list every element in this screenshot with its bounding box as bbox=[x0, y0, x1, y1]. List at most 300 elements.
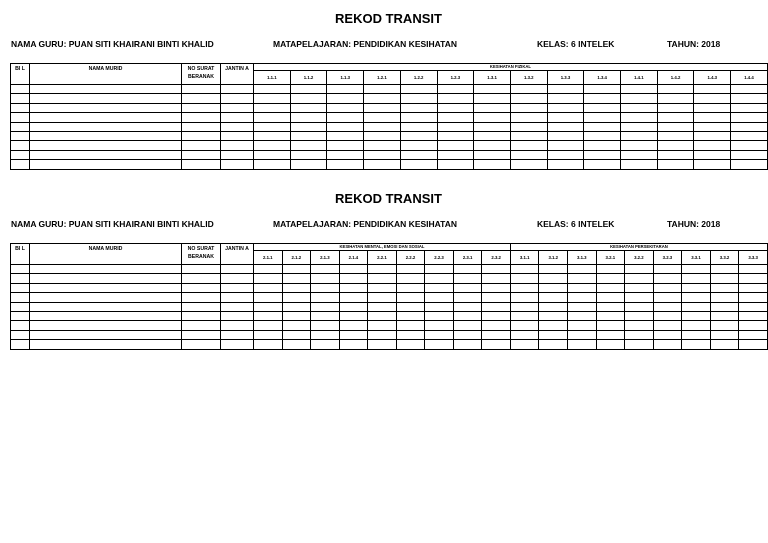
table-cell[interactable] bbox=[182, 141, 221, 150]
table-cell[interactable] bbox=[510, 283, 539, 292]
table-cell[interactable] bbox=[311, 311, 340, 320]
table-cell[interactable] bbox=[327, 160, 364, 169]
table-cell[interactable] bbox=[182, 94, 221, 103]
table-cell[interactable] bbox=[11, 293, 30, 302]
table-cell[interactable] bbox=[510, 265, 539, 274]
table-cell[interactable] bbox=[30, 94, 182, 103]
table-cell[interactable] bbox=[657, 141, 694, 150]
table-cell[interactable] bbox=[682, 330, 711, 339]
table-cell[interactable] bbox=[290, 122, 327, 131]
table-cell[interactable] bbox=[739, 274, 768, 283]
table-cell[interactable] bbox=[30, 311, 182, 320]
table-cell[interactable] bbox=[653, 302, 682, 311]
table-cell[interactable] bbox=[182, 122, 221, 131]
table-cell[interactable] bbox=[327, 141, 364, 150]
table-cell[interactable] bbox=[221, 302, 254, 311]
table-cell[interactable] bbox=[30, 265, 182, 274]
table-cell[interactable] bbox=[621, 85, 658, 94]
table-cell[interactable] bbox=[30, 122, 182, 131]
table-cell[interactable] bbox=[584, 131, 621, 140]
table-cell[interactable] bbox=[339, 302, 368, 311]
table-cell[interactable] bbox=[710, 340, 739, 349]
table-cell[interactable] bbox=[396, 330, 425, 339]
table-cell[interactable] bbox=[254, 311, 283, 320]
table-cell[interactable] bbox=[625, 293, 654, 302]
table-cell[interactable] bbox=[510, 293, 539, 302]
table-cell[interactable] bbox=[290, 113, 327, 122]
table-cell[interactable] bbox=[710, 302, 739, 311]
table-cell[interactable] bbox=[11, 85, 30, 94]
table-cell[interactable] bbox=[290, 85, 327, 94]
table-cell[interactable] bbox=[739, 265, 768, 274]
table-cell[interactable] bbox=[625, 265, 654, 274]
table-cell[interactable] bbox=[364, 103, 401, 112]
table-cell[interactable] bbox=[396, 293, 425, 302]
table-cell[interactable] bbox=[221, 265, 254, 274]
table-cell[interactable] bbox=[453, 311, 482, 320]
table-cell[interactable] bbox=[368, 321, 397, 330]
table-cell[interactable] bbox=[425, 340, 454, 349]
table-cell[interactable] bbox=[221, 330, 254, 339]
table-cell[interactable] bbox=[182, 160, 221, 169]
table-cell[interactable] bbox=[254, 321, 283, 330]
table-cell[interactable] bbox=[510, 150, 547, 159]
table-cell[interactable] bbox=[621, 150, 658, 159]
table-cell[interactable] bbox=[425, 321, 454, 330]
table-cell[interactable] bbox=[621, 94, 658, 103]
table-cell[interactable] bbox=[482, 330, 511, 339]
table-cell[interactable] bbox=[584, 122, 621, 131]
table-cell[interactable] bbox=[11, 274, 30, 283]
table-cell[interactable] bbox=[311, 293, 340, 302]
table-cell[interactable] bbox=[453, 321, 482, 330]
table-cell[interactable] bbox=[657, 94, 694, 103]
table-cell[interactable] bbox=[396, 321, 425, 330]
table-cell[interactable] bbox=[396, 274, 425, 283]
table-cell[interactable] bbox=[182, 131, 221, 140]
table-cell[interactable] bbox=[254, 293, 283, 302]
table-cell[interactable] bbox=[682, 302, 711, 311]
table-cell[interactable] bbox=[731, 141, 768, 150]
table-cell[interactable] bbox=[625, 283, 654, 292]
table-cell[interactable] bbox=[254, 283, 283, 292]
table-cell[interactable] bbox=[547, 122, 584, 131]
table-cell[interactable] bbox=[584, 141, 621, 150]
table-cell[interactable] bbox=[739, 321, 768, 330]
table-cell[interactable] bbox=[221, 131, 254, 140]
table-cell[interactable] bbox=[282, 311, 311, 320]
table-cell[interactable] bbox=[437, 131, 474, 140]
table-cell[interactable] bbox=[621, 113, 658, 122]
table-cell[interactable] bbox=[221, 85, 254, 94]
table-cell[interactable] bbox=[731, 113, 768, 122]
table-cell[interactable] bbox=[364, 141, 401, 150]
table-cell[interactable] bbox=[694, 103, 731, 112]
table-cell[interactable] bbox=[368, 274, 397, 283]
table-cell[interactable] bbox=[221, 340, 254, 349]
table-cell[interactable] bbox=[482, 274, 511, 283]
table-cell[interactable] bbox=[437, 141, 474, 150]
table-cell[interactable] bbox=[453, 293, 482, 302]
table-cell[interactable] bbox=[710, 293, 739, 302]
table-cell[interactable] bbox=[182, 265, 221, 274]
table-cell[interactable] bbox=[739, 311, 768, 320]
table-cell[interactable] bbox=[621, 131, 658, 140]
table-cell[interactable] bbox=[425, 265, 454, 274]
table-cell[interactable] bbox=[547, 141, 584, 150]
table-cell[interactable] bbox=[568, 311, 597, 320]
table-cell[interactable] bbox=[596, 321, 625, 330]
table-cell[interactable] bbox=[311, 274, 340, 283]
table-cell[interactable] bbox=[368, 283, 397, 292]
table-cell[interactable] bbox=[694, 150, 731, 159]
table-cell[interactable] bbox=[182, 85, 221, 94]
table-cell[interactable] bbox=[539, 274, 568, 283]
table-cell[interactable] bbox=[221, 311, 254, 320]
table-cell[interactable] bbox=[474, 150, 511, 159]
table-cell[interactable] bbox=[474, 113, 511, 122]
table-cell[interactable] bbox=[596, 265, 625, 274]
table-cell[interactable] bbox=[400, 122, 437, 131]
table-cell[interactable] bbox=[539, 340, 568, 349]
table-cell[interactable] bbox=[30, 293, 182, 302]
table-cell[interactable] bbox=[568, 302, 597, 311]
table-cell[interactable] bbox=[282, 321, 311, 330]
table-cell[interactable] bbox=[425, 311, 454, 320]
table-cell[interactable] bbox=[653, 330, 682, 339]
table-cell[interactable] bbox=[364, 150, 401, 159]
table-cell[interactable] bbox=[731, 160, 768, 169]
table-cell[interactable] bbox=[290, 160, 327, 169]
table-cell[interactable] bbox=[311, 265, 340, 274]
table-cell[interactable] bbox=[30, 113, 182, 122]
table-cell[interactable] bbox=[437, 113, 474, 122]
table-cell[interactable] bbox=[282, 302, 311, 311]
table-cell[interactable] bbox=[710, 283, 739, 292]
table-cell[interactable] bbox=[621, 122, 658, 131]
table-cell[interactable] bbox=[11, 302, 30, 311]
table-cell[interactable] bbox=[339, 311, 368, 320]
table-cell[interactable] bbox=[653, 283, 682, 292]
table-cell[interactable] bbox=[739, 340, 768, 349]
table-cell[interactable] bbox=[568, 293, 597, 302]
table-cell[interactable] bbox=[368, 265, 397, 274]
table-cell[interactable] bbox=[653, 340, 682, 349]
table-cell[interactable] bbox=[254, 141, 291, 150]
table-cell[interactable] bbox=[364, 94, 401, 103]
table-cell[interactable] bbox=[731, 85, 768, 94]
table-cell[interactable] bbox=[182, 321, 221, 330]
table-cell[interactable] bbox=[11, 141, 30, 150]
table-cell[interactable] bbox=[11, 150, 30, 159]
table-cell[interactable] bbox=[539, 265, 568, 274]
table-cell[interactable] bbox=[547, 150, 584, 159]
table-cell[interactable] bbox=[482, 293, 511, 302]
table-cell[interactable] bbox=[625, 330, 654, 339]
table-cell[interactable] bbox=[739, 302, 768, 311]
table-cell[interactable] bbox=[731, 94, 768, 103]
table-cell[interactable] bbox=[11, 160, 30, 169]
table-cell[interactable] bbox=[400, 141, 437, 150]
table-cell[interactable] bbox=[625, 274, 654, 283]
table-cell[interactable] bbox=[510, 160, 547, 169]
table-cell[interactable] bbox=[510, 302, 539, 311]
table-cell[interactable] bbox=[510, 340, 539, 349]
table-cell[interactable] bbox=[364, 160, 401, 169]
table-cell[interactable] bbox=[482, 321, 511, 330]
table-cell[interactable] bbox=[539, 302, 568, 311]
table-cell[interactable] bbox=[474, 103, 511, 112]
table-cell[interactable] bbox=[368, 293, 397, 302]
table-cell[interactable] bbox=[437, 160, 474, 169]
table-cell[interactable] bbox=[182, 340, 221, 349]
table-cell[interactable] bbox=[657, 150, 694, 159]
table-cell[interactable] bbox=[364, 131, 401, 140]
table-cell[interactable] bbox=[694, 94, 731, 103]
table-cell[interactable] bbox=[425, 293, 454, 302]
table-cell[interactable] bbox=[682, 274, 711, 283]
table-cell[interactable] bbox=[657, 85, 694, 94]
table-cell[interactable] bbox=[396, 283, 425, 292]
table-cell[interactable] bbox=[30, 302, 182, 311]
table-cell[interactable] bbox=[30, 283, 182, 292]
table-cell[interactable] bbox=[510, 321, 539, 330]
table-cell[interactable] bbox=[596, 293, 625, 302]
table-cell[interactable] bbox=[682, 283, 711, 292]
table-cell[interactable] bbox=[182, 150, 221, 159]
table-cell[interactable] bbox=[657, 122, 694, 131]
table-cell[interactable] bbox=[547, 94, 584, 103]
table-cell[interactable] bbox=[182, 311, 221, 320]
table-cell[interactable] bbox=[539, 293, 568, 302]
table-cell[interactable] bbox=[221, 274, 254, 283]
table-cell[interactable] bbox=[510, 311, 539, 320]
table-cell[interactable] bbox=[425, 302, 454, 311]
table-cell[interactable] bbox=[437, 122, 474, 131]
table-cell[interactable] bbox=[11, 113, 30, 122]
table-cell[interactable] bbox=[657, 160, 694, 169]
table-cell[interactable] bbox=[290, 150, 327, 159]
table-cell[interactable] bbox=[453, 274, 482, 283]
table-cell[interactable] bbox=[290, 141, 327, 150]
table-cell[interactable] bbox=[30, 131, 182, 140]
table-cell[interactable] bbox=[510, 85, 547, 94]
table-cell[interactable] bbox=[596, 274, 625, 283]
table-cell[interactable] bbox=[596, 302, 625, 311]
table-cell[interactable] bbox=[657, 131, 694, 140]
table-cell[interactable] bbox=[254, 150, 291, 159]
table-cell[interactable] bbox=[221, 122, 254, 131]
table-cell[interactable] bbox=[221, 150, 254, 159]
table-cell[interactable] bbox=[254, 113, 291, 122]
table-cell[interactable] bbox=[739, 330, 768, 339]
table-cell[interactable] bbox=[11, 283, 30, 292]
table-cell[interactable] bbox=[221, 141, 254, 150]
table-cell[interactable] bbox=[584, 160, 621, 169]
table-cell[interactable] bbox=[625, 302, 654, 311]
table-cell[interactable] bbox=[731, 150, 768, 159]
table-cell[interactable] bbox=[11, 94, 30, 103]
table-cell[interactable] bbox=[311, 302, 340, 311]
table-cell[interactable] bbox=[694, 160, 731, 169]
table-cell[interactable] bbox=[437, 85, 474, 94]
table-cell[interactable] bbox=[710, 330, 739, 339]
table-cell[interactable] bbox=[568, 274, 597, 283]
table-cell[interactable] bbox=[539, 283, 568, 292]
table-cell[interactable] bbox=[282, 340, 311, 349]
table-cell[interactable] bbox=[311, 340, 340, 349]
table-cell[interactable] bbox=[182, 293, 221, 302]
table-cell[interactable] bbox=[30, 340, 182, 349]
table-cell[interactable] bbox=[368, 311, 397, 320]
table-cell[interactable] bbox=[282, 274, 311, 283]
table-cell[interactable] bbox=[327, 85, 364, 94]
table-cell[interactable] bbox=[596, 311, 625, 320]
table-cell[interactable] bbox=[254, 302, 283, 311]
table-cell[interactable] bbox=[568, 265, 597, 274]
table-cell[interactable] bbox=[710, 321, 739, 330]
table-cell[interactable] bbox=[339, 293, 368, 302]
table-cell[interactable] bbox=[11, 103, 30, 112]
table-cell[interactable] bbox=[221, 293, 254, 302]
table-cell[interactable] bbox=[739, 283, 768, 292]
table-cell[interactable] bbox=[254, 274, 283, 283]
table-cell[interactable] bbox=[474, 94, 511, 103]
table-cell[interactable] bbox=[653, 293, 682, 302]
table-cell[interactable] bbox=[400, 94, 437, 103]
table-cell[interactable] bbox=[621, 141, 658, 150]
table-cell[interactable] bbox=[710, 265, 739, 274]
table-cell[interactable] bbox=[30, 141, 182, 150]
table-cell[interactable] bbox=[621, 160, 658, 169]
table-cell[interactable] bbox=[182, 283, 221, 292]
table-cell[interactable] bbox=[694, 141, 731, 150]
table-cell[interactable] bbox=[625, 321, 654, 330]
table-cell[interactable] bbox=[11, 122, 30, 131]
table-cell[interactable] bbox=[568, 283, 597, 292]
table-cell[interactable] bbox=[539, 330, 568, 339]
table-cell[interactable] bbox=[327, 131, 364, 140]
table-cell[interactable] bbox=[290, 131, 327, 140]
table-cell[interactable] bbox=[739, 293, 768, 302]
table-cell[interactable] bbox=[510, 94, 547, 103]
table-cell[interactable] bbox=[327, 94, 364, 103]
table-cell[interactable] bbox=[474, 122, 511, 131]
table-cell[interactable] bbox=[653, 311, 682, 320]
table-cell[interactable] bbox=[425, 330, 454, 339]
table-cell[interactable] bbox=[368, 302, 397, 311]
table-cell[interactable] bbox=[482, 265, 511, 274]
table-cell[interactable] bbox=[653, 321, 682, 330]
table-cell[interactable] bbox=[453, 340, 482, 349]
table-cell[interactable] bbox=[221, 103, 254, 112]
table-cell[interactable] bbox=[731, 131, 768, 140]
table-cell[interactable] bbox=[327, 150, 364, 159]
table-cell[interactable] bbox=[11, 321, 30, 330]
table-cell[interactable] bbox=[30, 330, 182, 339]
table-cell[interactable] bbox=[653, 274, 682, 283]
table-cell[interactable] bbox=[596, 340, 625, 349]
table-cell[interactable] bbox=[282, 293, 311, 302]
table-cell[interactable] bbox=[11, 311, 30, 320]
table-cell[interactable] bbox=[453, 330, 482, 339]
table-cell[interactable] bbox=[568, 330, 597, 339]
table-cell[interactable] bbox=[290, 103, 327, 112]
table-cell[interactable] bbox=[11, 330, 30, 339]
table-cell[interactable] bbox=[396, 302, 425, 311]
table-cell[interactable] bbox=[400, 103, 437, 112]
table-cell[interactable] bbox=[474, 141, 511, 150]
table-cell[interactable] bbox=[339, 274, 368, 283]
table-cell[interactable] bbox=[368, 340, 397, 349]
table-cell[interactable] bbox=[254, 340, 283, 349]
table-cell[interactable] bbox=[30, 85, 182, 94]
table-cell[interactable] bbox=[510, 103, 547, 112]
table-cell[interactable] bbox=[510, 274, 539, 283]
table-cell[interactable] bbox=[327, 122, 364, 131]
table-cell[interactable] bbox=[221, 321, 254, 330]
table-cell[interactable] bbox=[682, 321, 711, 330]
table-cell[interactable] bbox=[400, 113, 437, 122]
table-cell[interactable] bbox=[584, 103, 621, 112]
table-cell[interactable] bbox=[182, 330, 221, 339]
table-cell[interactable] bbox=[568, 340, 597, 349]
table-cell[interactable] bbox=[584, 85, 621, 94]
table-cell[interactable] bbox=[311, 283, 340, 292]
table-cell[interactable] bbox=[657, 113, 694, 122]
table-cell[interactable] bbox=[539, 311, 568, 320]
table-cell[interactable] bbox=[731, 103, 768, 112]
table-cell[interactable] bbox=[510, 113, 547, 122]
table-cell[interactable] bbox=[596, 283, 625, 292]
table-cell[interactable] bbox=[221, 283, 254, 292]
table-cell[interactable] bbox=[682, 265, 711, 274]
table-cell[interactable] bbox=[339, 321, 368, 330]
table-cell[interactable] bbox=[547, 103, 584, 112]
table-cell[interactable] bbox=[30, 274, 182, 283]
table-cell[interactable] bbox=[694, 85, 731, 94]
table-cell[interactable] bbox=[510, 122, 547, 131]
table-cell[interactable] bbox=[254, 330, 283, 339]
table-cell[interactable] bbox=[453, 283, 482, 292]
table-cell[interactable] bbox=[539, 321, 568, 330]
table-cell[interactable] bbox=[453, 265, 482, 274]
table-cell[interactable] bbox=[221, 94, 254, 103]
table-cell[interactable] bbox=[482, 302, 511, 311]
table-cell[interactable] bbox=[453, 302, 482, 311]
table-cell[interactable] bbox=[482, 340, 511, 349]
table-cell[interactable] bbox=[437, 94, 474, 103]
table-cell[interactable] bbox=[437, 150, 474, 159]
table-cell[interactable] bbox=[396, 340, 425, 349]
table-cell[interactable] bbox=[254, 265, 283, 274]
table-cell[interactable] bbox=[568, 321, 597, 330]
table-cell[interactable] bbox=[682, 340, 711, 349]
table-cell[interactable] bbox=[474, 160, 511, 169]
table-cell[interactable] bbox=[625, 340, 654, 349]
table-cell[interactable] bbox=[339, 265, 368, 274]
table-cell[interactable] bbox=[254, 103, 291, 112]
table-cell[interactable] bbox=[437, 103, 474, 112]
table-cell[interactable] bbox=[596, 330, 625, 339]
table-cell[interactable] bbox=[327, 113, 364, 122]
table-cell[interactable] bbox=[396, 311, 425, 320]
table-cell[interactable] bbox=[621, 103, 658, 112]
table-cell[interactable] bbox=[327, 103, 364, 112]
table-cell[interactable] bbox=[282, 283, 311, 292]
table-cell[interactable] bbox=[584, 94, 621, 103]
table-cell[interactable] bbox=[682, 293, 711, 302]
